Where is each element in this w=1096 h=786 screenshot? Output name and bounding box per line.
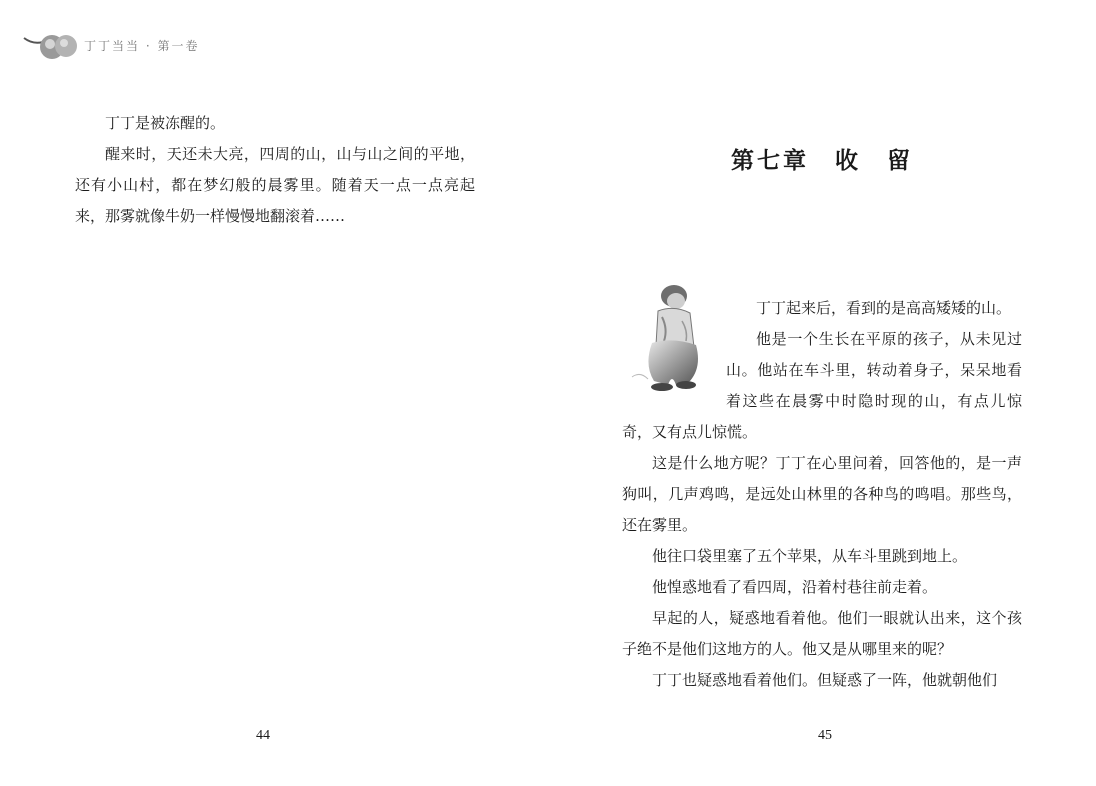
series-title: 丁丁当当 · 第一卷 (84, 38, 200, 53)
paragraph: 丁丁起来后，看到的是高高矮矮的山。 (756, 299, 1012, 317)
boy-illustration (622, 281, 718, 393)
paragraph: 早起的人，疑惑地看着他。他们一眼就认出来，这个孩子绝不是他们这地方的人。他又是从哪里来的呢？ (622, 609, 1022, 658)
paragraph: 醒来时，天还未大亮，四周的山，山与山之间的平地，还有小山村，都在梦幻般的晨雾里。随着天一点一点亮起来，那雾就像牛奶一样慢慢地翻滚着…… (75, 145, 475, 225)
page-number-left: 44 (256, 728, 270, 743)
page-number-right: 45 (818, 728, 832, 743)
paragraph: 丁丁也疑惑地看着他们。但疑惑了一阵，他就朝他们 (652, 671, 998, 689)
paragraph: 他惶惑地看了看四周，沿着村巷往前走着。 (652, 578, 938, 596)
gourd-logo-icon (22, 28, 80, 62)
paragraph: 丁丁是被冻醒的。 (105, 114, 226, 132)
right-page-body (622, 293, 1022, 696)
paragraph: 他往口袋里塞了五个苹果，从车斗里跳到地上。 (652, 547, 968, 565)
paragraph: 这是什么地方呢？丁丁在心里问着，回答他的，是一声狗叫，几声鸡鸣，是远处山林里的各种鸟的鸣唱。那些鸟，还在雾里。 (622, 454, 1022, 534)
running-header (22, 28, 199, 62)
paragraph: 他是一个生长在平原的孩子，从未见过山。他站在车斗里，转动着身子，呆呆地看着这些在晨雾中时隐时现的山，有点儿惊奇，又有点儿惊慌。 (622, 330, 1022, 441)
chapter-heading (622, 142, 1022, 175)
chapter-title: 收 留 (835, 147, 913, 174)
chapter-label: 第七章 (731, 147, 809, 174)
left-page-body (75, 108, 475, 232)
